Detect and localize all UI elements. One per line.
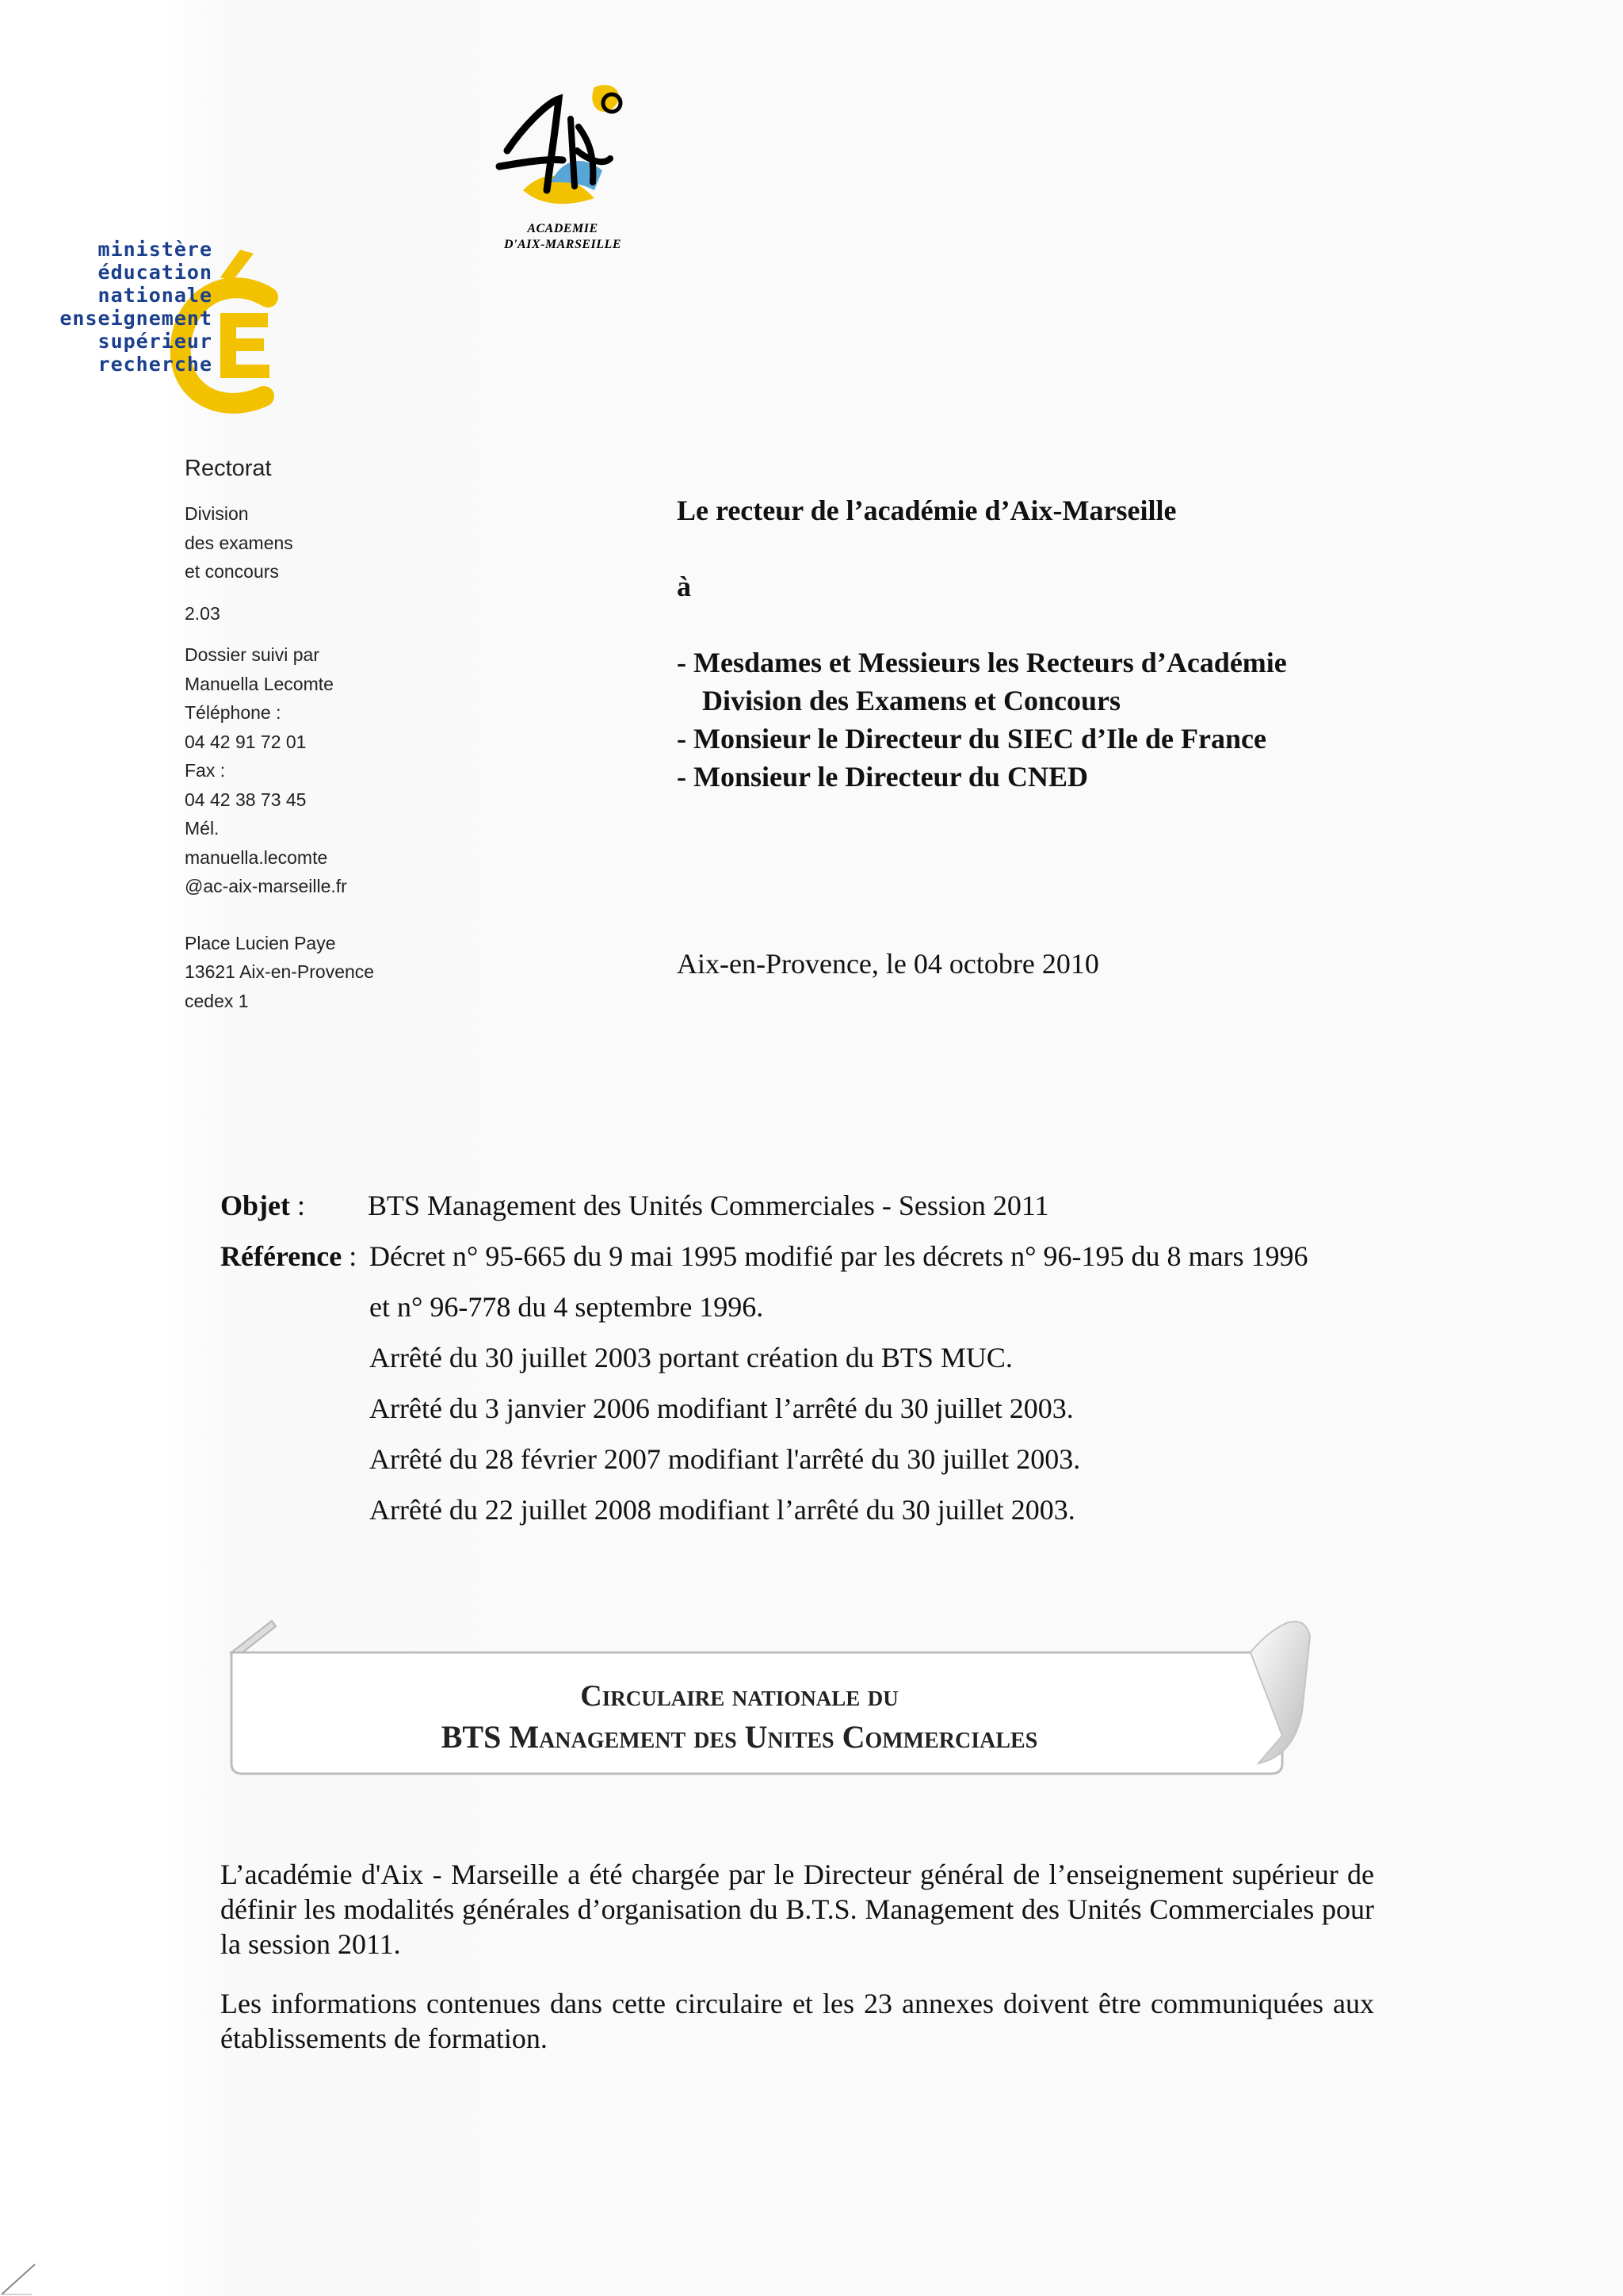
sidebar-code: 2.03 [185,602,220,624]
reference-line: Arrêté du 30 juillet 2003 portant création du BTS MUC. [369,1342,1013,1373]
ministry-line: supérieur [97,330,212,353]
ministry-logo [59,234,323,424]
reference-label-text: Référence [220,1240,342,1272]
sidebar-contact-line: Téléphone : [185,702,281,723]
academy-name-line1: ACADEMIE [527,222,598,235]
recipient-subline: Division des Examens et Concours [702,685,1121,716]
sidebar-address-line: Place Lucien Paye [185,932,336,953]
reference-label [220,1240,357,1273]
object-row [220,1189,1409,1240]
info-paragraph: Les informations contenues dans cette circulaire et les 23 annexes doivent être communiquées aux établissements de formation. [220,1988,1374,2054]
sidebar-phone: 04 42 91 72 01 [185,731,307,752]
ministry-wordmark [59,238,212,376]
reference-line: Arrêté du 3 janvier 2006 modifiant l’arrêté du 30 juillet 2003. [369,1392,1074,1424]
sidebar-division-line: et concours [185,561,279,582]
banner-title-line1: Circulaire nationale du [580,1679,899,1713]
sidebar-heading: Rectorat [185,456,272,481]
reference-line: Arrêté du 22 juillet 2008 modifiant l’arrêté du 30 juillet 2003. [369,1494,1075,1526]
ministry-line: recherche [97,353,212,376]
corner-mark [0,2263,40,2296]
object-reference-block [220,1189,1409,1544]
object-label [220,1189,305,1222]
sidebar-division-line: des examens [185,532,293,553]
reference-colon: : [342,1240,357,1272]
recipient-line: - Monsieur le Directeur du SIEC d’Ile de France [677,723,1266,755]
to-line: à [677,571,691,602]
date-line: Aix-en-Provence, le 04 octobre 2010 [677,948,1099,980]
sidebar-address-line: cedex 1 [185,990,249,1011]
sidebar-email: manuella.lecomte [185,846,328,868]
recipient-line: - Monsieur le Directeur du CNED [677,761,1088,793]
object-colon: : [289,1190,305,1221]
reference-row [220,1240,1409,1290]
sidebar-contact-line: Mél. [185,818,220,839]
sidebar-email-domain: @ac-aix-marseille.fr [185,876,347,896]
object-value: BTS Management des Unités Commerciales - Session 2011 [368,1190,1049,1221]
sidebar-contact-line: Manuella Lecomte [185,673,334,694]
sidebar-division-line: Division [185,503,249,524]
intro-paragraph: L’académie d'Aix - Marseille a été chargée par le Directeur général de l’enseignement supérieur de définir les modalités générales d’organisation du B.T.S. Management des Unités Commerciales pour la session 2011. [220,1859,1374,1960]
sender-line: Le recteur de l’académie d’Aix-Marseille [677,495,1177,526]
circular-title-banner [220,1617,1314,1779]
reference-line: et n° 96-778 du 4 septembre 1996. [369,1291,764,1323]
ministry-line: éducation [97,261,212,284]
recipient-line: - Mesdames et Messieurs les Recteurs d’Académie [677,647,1287,678]
sidebar-contact-line: Fax : [185,760,226,781]
reference-line: Arrêté du 28 février 2007 modifiant l'arrêté du 30 juillet 2003. [369,1443,1081,1475]
academy-logo-graphic [475,71,650,230]
sidebar-fax: 04 42 38 73 45 [185,789,307,810]
sidebar-address-line: 13621 Aix-en-Provence [185,961,375,982]
recipients-block [677,491,1549,796]
sidebar-contact-line: Dossier suivi par [185,644,319,665]
ministry-line: enseignement [59,307,212,330]
reference-line: Décret n° 95-665 du 9 mai 1995 modifié par les décrets n° 96-195 du 8 mars 1996 [369,1240,1308,1272]
sender-sidebar [185,456,422,1015]
ministry-line: ministère [97,238,212,261]
ministry-line: nationale [97,284,212,307]
banner-title-line2: BTS Management des Unites Commerciales [441,1719,1038,1755]
academy-logo [475,71,650,262]
academy-name-line2: D'AIX-MARSEILLE [504,238,621,251]
object-label-text: Objet [220,1190,290,1221]
